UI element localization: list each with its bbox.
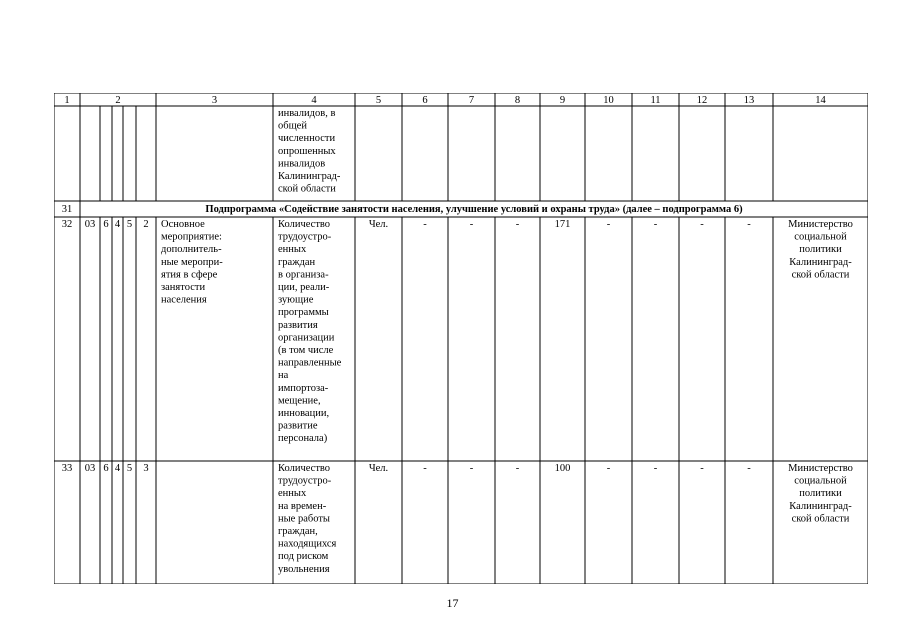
header-cell-6: 6 [422,95,428,106]
row32-number: 32 [61,219,73,230]
row33-number: 33 [61,463,73,474]
row33-value: 100 [554,463,571,474]
header-cell-10: 10 [603,95,614,106]
row33-indicator-text-line: на времен- [278,500,327,512]
row32-event-text-line: ятия в сфере [161,269,218,281]
row32-indicator-text-line: импортоза- [278,382,329,394]
header-cell-4: 4 [311,95,317,106]
header-cell-8: 8 [514,95,521,106]
row32-event-text-line: Основное [161,219,205,230]
row32-event-text-line: занятости [161,282,206,293]
row33-responsible-line: Министерство [788,463,853,474]
row32-event-text-line: ные меропри- [161,256,223,268]
row32-value: - [747,219,751,230]
row32-value: - [653,219,658,230]
row33-indicator-text-line: енных [278,488,307,500]
row32-responsible-line: Министерство [788,219,853,230]
row33-indicator-text-line: под риском [278,551,329,563]
header-cell-9: 9 [559,95,566,106]
row33-value: - [747,463,751,474]
row-number: 31 [61,204,73,215]
row33-value: - [653,463,658,474]
row33-indicator-text-line: увольнения [278,563,330,575]
row33-code: 6 [103,463,109,474]
row32-code: 5 [126,219,133,230]
row33-responsible-line: политики [799,488,842,500]
row32-code: 2 [143,219,149,230]
row32-value: - [423,219,427,230]
page-number: 17 [446,596,459,610]
indicator-text-line: Калининград- [278,171,341,182]
row32-value: - [469,219,474,230]
header-cell-11: 11 [650,95,661,106]
header-cell-1: 1 [64,95,70,106]
header-cell-2: 2 [115,95,121,106]
row33-value: - [515,463,520,474]
row33-responsible-line: Калининград- [789,500,852,512]
row33-responsible-line: ской области [791,513,850,525]
row32-indicator-text-line: направленные [278,357,342,369]
row32-value: - [515,219,520,230]
row33-code: 5 [126,463,133,474]
indicator-text-line: инвалидов [278,158,326,170]
row32-value: - [606,219,611,230]
row32-indicator-text-line: развития [278,319,318,331]
row32-event-text-line: дополнитель- [161,244,222,256]
program-table [54,93,868,584]
table-cells [62,95,853,575]
row33-value: - [423,463,427,474]
row32-indicator-text-line: (в том числе [278,345,334,356]
row32-responsible-line: ской области [791,269,850,281]
row32-responsible-line: Калининград- [789,256,852,268]
row32-responsible-line: политики [799,244,842,256]
row32-indicator-text-line: ции, реали- [278,282,330,293]
row32-indicator-text-line: енных [278,244,307,256]
row32-value: - [700,219,704,230]
row32-indicator-text-line: на [278,370,289,382]
header-cell-14: 14 [815,95,826,106]
indicator-text-line: опрошенных [278,145,336,157]
row32-event-text-line: населения [161,294,207,306]
indicator-text-line: численности [278,133,336,145]
row32-code: 4 [114,219,121,230]
row32-event-text-line: мероприятие: [161,231,222,243]
row32-unit: Чел. [368,219,389,230]
row33-indicator-text-line: находящихся [278,538,337,550]
row33-indicator-text-line: трудоустро- [278,475,332,487]
row32-indicator-text-line: граждан [278,256,316,268]
indicator-text-line: инвалидов, в [278,108,336,119]
header-cell-7: 7 [468,95,475,106]
header-cell-3: 3 [211,95,218,106]
row32-indicator-text-line: организации [278,332,335,344]
row33-indicator-text-line: граждан, [278,526,318,537]
row32-code: 03 [84,219,96,230]
row32-indicator-text-line: в организа- [278,269,329,281]
row32-indicator-text-line: развитие [278,420,318,432]
row32-indicator-text-line: зующие [278,294,314,306]
row33-value: - [469,463,474,474]
row33-responsible-line: социальной [794,475,847,487]
row32-indicator-text-line: трудоустро- [278,231,332,243]
header-cell-12: 12 [696,95,708,106]
indicator-text-line: общей [278,120,307,132]
row32-indicator-text-line: персонала) [278,433,328,445]
row33-code: 3 [143,463,149,474]
row33-indicator-text-line: ные работы [278,513,330,525]
row32-value: 171 [554,219,571,230]
row32-indicator-text-line: Количество [278,219,331,230]
row33-code: 03 [84,463,96,474]
row32-responsible-line: социальной [794,231,847,243]
header-cell-13: 13 [743,95,755,106]
row32-indicator-text-line: мещение, [278,395,321,407]
row33-indicator-text-line: Количество [278,463,331,474]
row33-unit: Чел. [368,463,389,474]
row32-code: 6 [103,219,109,230]
subprogram-title: Подпрограмма «Содействие занятости населения, улучшение условий и охраны труда» (далее – подпрограмма 6) [205,204,743,215]
row33-code: 4 [114,463,121,474]
row32-indicator-text-line: инновации, [278,408,330,419]
table-grid [54,93,868,584]
header-cell-5: 5 [375,95,382,106]
indicator-text-line: ской области [278,183,336,195]
row33-value: - [700,463,704,474]
row32-indicator-text-line: программы [278,307,329,319]
row33-value: - [606,463,611,474]
